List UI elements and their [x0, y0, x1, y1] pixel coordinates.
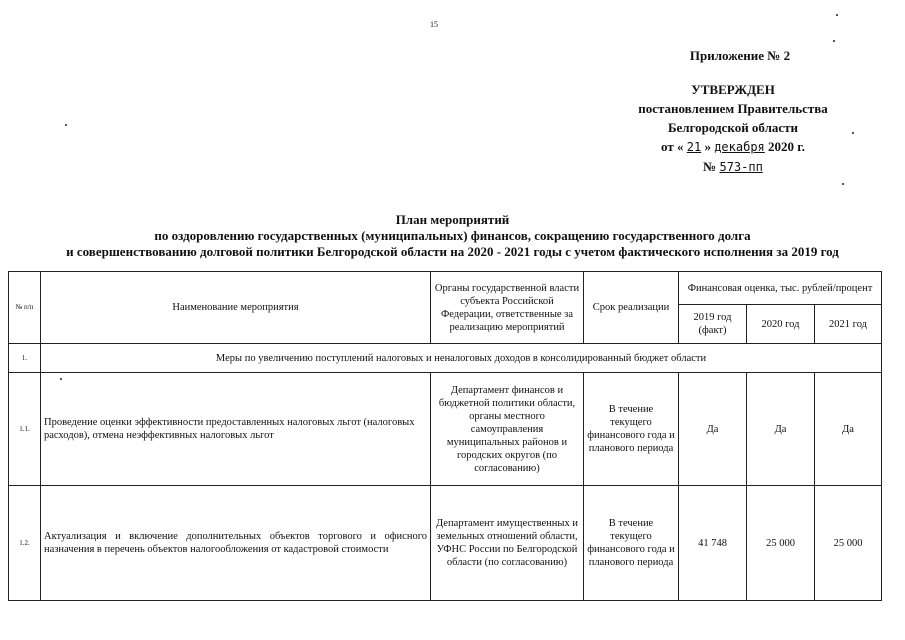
date-sep: »: [704, 139, 711, 154]
scan-speck: [836, 14, 838, 16]
title-line-3: и совершенствованию долговой политики Белгородской области на 2020 - 2021 годы с учетом фактического исполнения за 2019 год: [66, 244, 839, 259]
row-2020: Да: [747, 373, 815, 486]
approval-line-2: Белгородской области: [667, 120, 799, 135]
table-row: [9, 486, 882, 601]
appendix-label: Приложение № 2: [689, 48, 791, 63]
header-2019: 2019 год (факт): [679, 305, 747, 344]
row-num: 1.1.: [9, 373, 41, 486]
row-bodies: Департамент финансов и бюджетной политики области, органы местного самоуправления муниципальных районов и городских округов (по согласованию): [431, 373, 584, 486]
section-title: Меры по увеличению поступлений налоговых и неналоговых доходов в консолидированный бюджет области: [41, 344, 882, 373]
header-row-1: [9, 272, 882, 305]
row-term: В течение текущего финансового года и планового периода: [584, 373, 679, 486]
measures-table: [8, 271, 882, 601]
section-row: [9, 344, 882, 373]
number-prefix: №: [703, 159, 717, 174]
scan-speck: [833, 40, 835, 42]
title-line-2: по оздоровлению государственных (муниципальных) финансов, сокращению государственного долга: [154, 228, 751, 243]
row-name: Проведение оценки эффективности предоставленных налоговых льгот (налоговых расходов), отмена неэффективных налоговых льгот: [41, 373, 431, 486]
header-finance: Финансовая оценка, тыс. рублей/процент: [679, 272, 882, 305]
row-2021: Да: [815, 373, 882, 486]
title-line-1: План мероприятий: [395, 212, 510, 227]
row-bodies: Департамент имущественных и земельных отношений области, УФНС России по Белгородской области (по согласованию): [431, 486, 584, 601]
date-month: декабря: [714, 140, 765, 154]
date-prefix: от «: [661, 139, 684, 154]
scan-speck: [65, 124, 67, 126]
approval-block: [618, 80, 848, 177]
row-num: 1.2.: [9, 486, 41, 601]
header-term: Срок реализации: [584, 272, 679, 344]
approval-date: [618, 137, 848, 157]
date-day: 21: [686, 140, 702, 154]
section-num: 1.: [9, 344, 41, 373]
approval-line-1: постановлением Правительства: [638, 101, 828, 116]
table-row: [9, 373, 882, 486]
date-year: 2020 г.: [768, 139, 805, 154]
scan-speck: [60, 378, 62, 380]
approval-number: [618, 157, 848, 177]
row-2019: 41 748: [679, 486, 747, 601]
scan-speck: [852, 132, 854, 134]
row-2019: Да: [679, 373, 747, 486]
approved-label: УТВЕРЖДЕН: [691, 82, 775, 97]
row-name: Актуализация и включение дополнительных объектов торгового и офисного назначения в перечень объектов налогообложения от кадастровой стоимости: [41, 486, 431, 601]
scan-speck: [842, 183, 844, 185]
row-2020: 25 000: [747, 486, 815, 601]
header-2021: 2021 год: [815, 305, 882, 344]
header-bodies: Органы государственной власти субъекта Российской Федерации, ответственные за реализацию мероприятий: [431, 272, 584, 344]
page-number: 15: [430, 20, 438, 29]
row-2021: 25 000: [815, 486, 882, 601]
number-value: 573-пп: [719, 160, 763, 174]
header-name: Наименование мероприятия: [41, 272, 431, 344]
row-term: В течение текущего финансового года и планового периода: [584, 486, 679, 601]
header-num: № п/п: [9, 272, 41, 344]
header-2020: 2020 год: [747, 305, 815, 344]
plan-title: [20, 212, 885, 260]
